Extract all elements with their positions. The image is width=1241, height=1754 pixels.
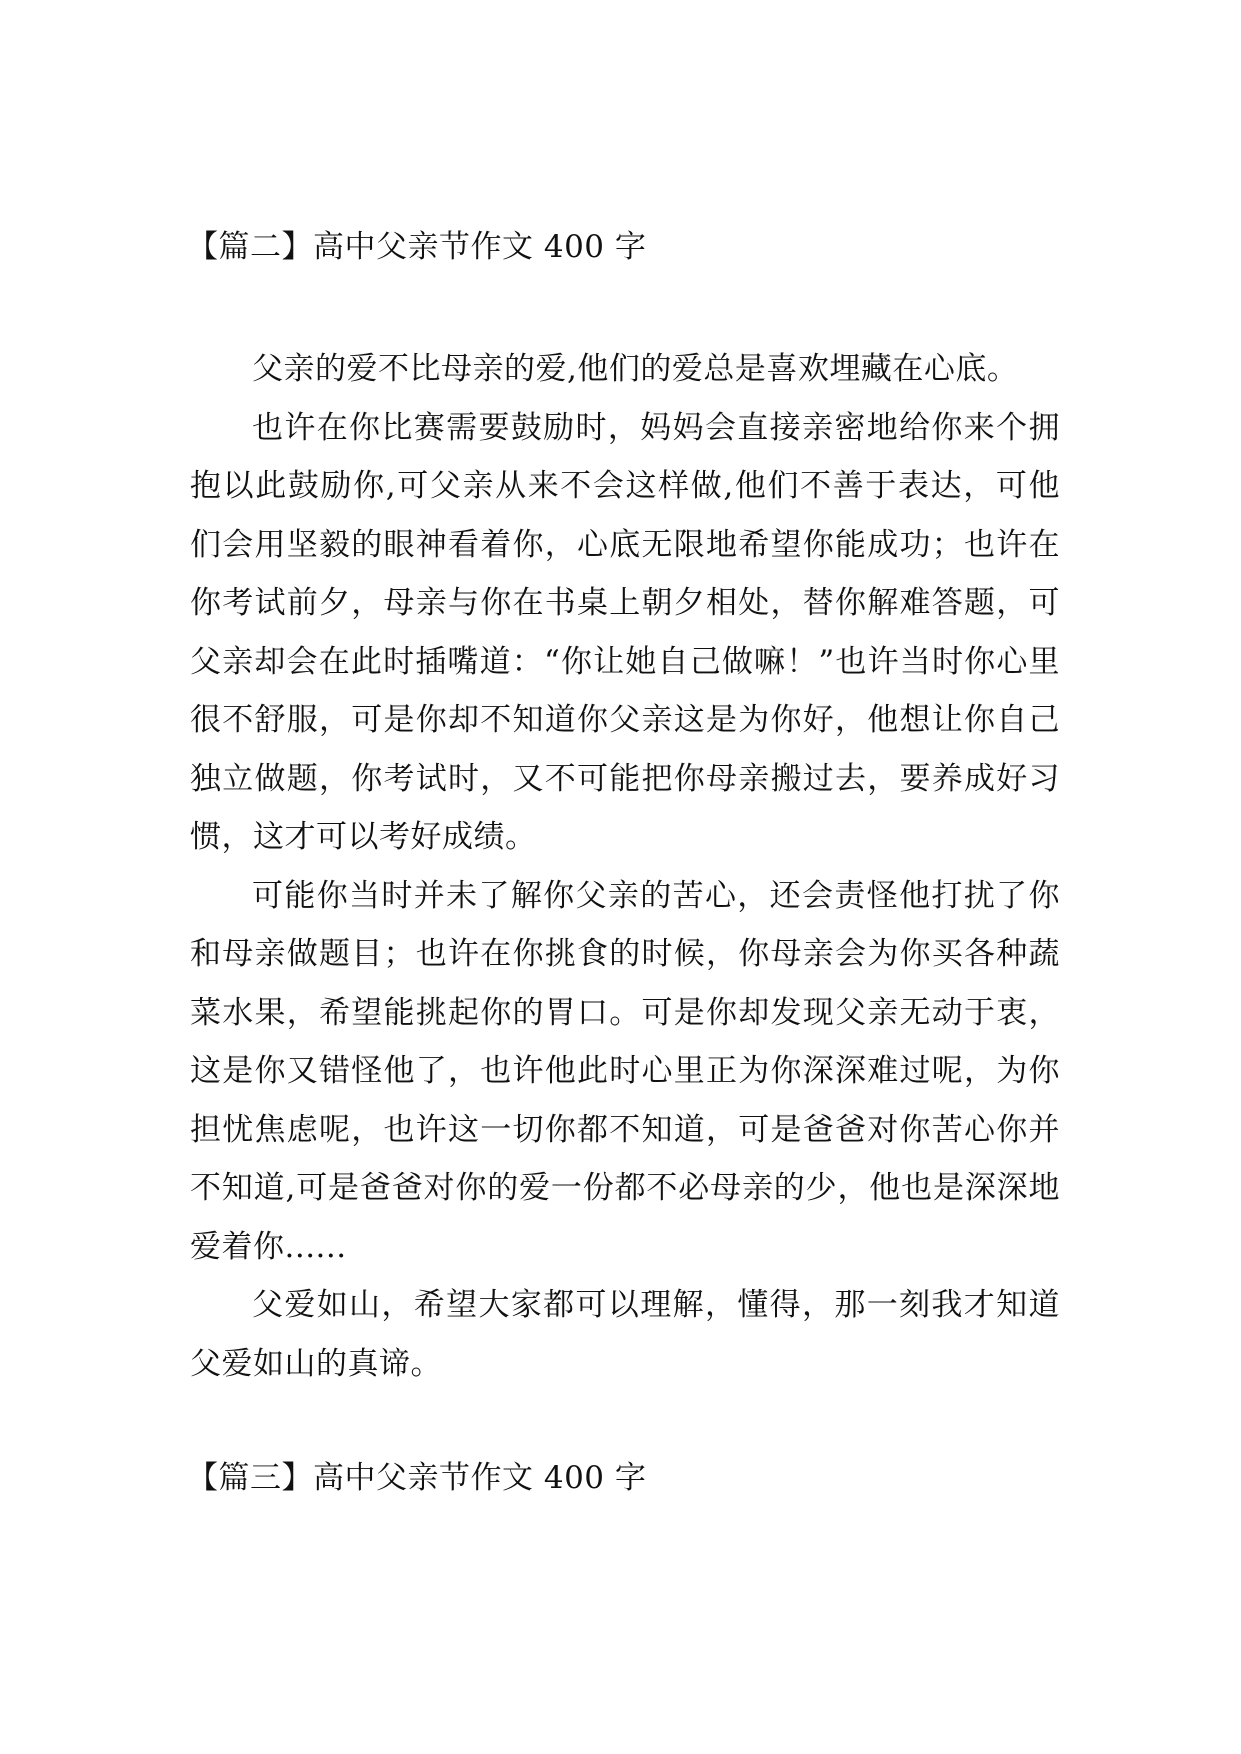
section-heading-three: 【篇三】高中父亲节作文 400 字	[187, 1460, 647, 1496]
essay-body	[190, 340, 1060, 1393]
essay-paragraph-1: 父亲的爱不比母亲的爱,他们的爱总是喜欢埋藏在心底。	[252, 351, 1019, 387]
essay-paragraph-2: 也许在你比赛需要鼓励时，妈妈会直接亲密地给你来个拥抱以此鼓励你,可父亲从来不会这样做,他们不善于表达，可他们会用坚毅的眼神看着你，心底无限地希望你能成功；也许在你考试前夕，母亲与你在书桌上朝夕相处，替你解难答题，可父亲却会在此时插嘴道：“你让她自己做嘛！”也许当时你心里很不舒服，可是你却不知道你父亲这是为你好，他想让你自己独立做题，你考试时，又不可能把你母亲搬过去，要养成好习惯，这才可以考好成绩。	[190, 409, 1060, 855]
essay-paragraph-4: 父爱如山，希望大家都可以理解，懂得，那一刻我才知道父爱如山的真谛。	[190, 1287, 1060, 1382]
section-heading-two: 【篇二】高中父亲节作文 400 字	[187, 229, 647, 265]
essay-paragraph-3: 可能你当时并未了解你父亲的苦心，还会责怪他打扰了你和母亲做题目；也许在你挑食的时候，你母亲会为你买各种蔬菜水果，希望能挑起你的胃口。可是你却发现父亲无动于衷，这是你又错怪他了，也许他此时心里正为你深深难过呢，为你担忧焦虑呢，也许这一切你都不知道，可是爸爸对你苦心你并不知道,可是爸爸对你的爱一份都不必母亲的少，他也是深深地爱着你......	[190, 877, 1060, 1265]
